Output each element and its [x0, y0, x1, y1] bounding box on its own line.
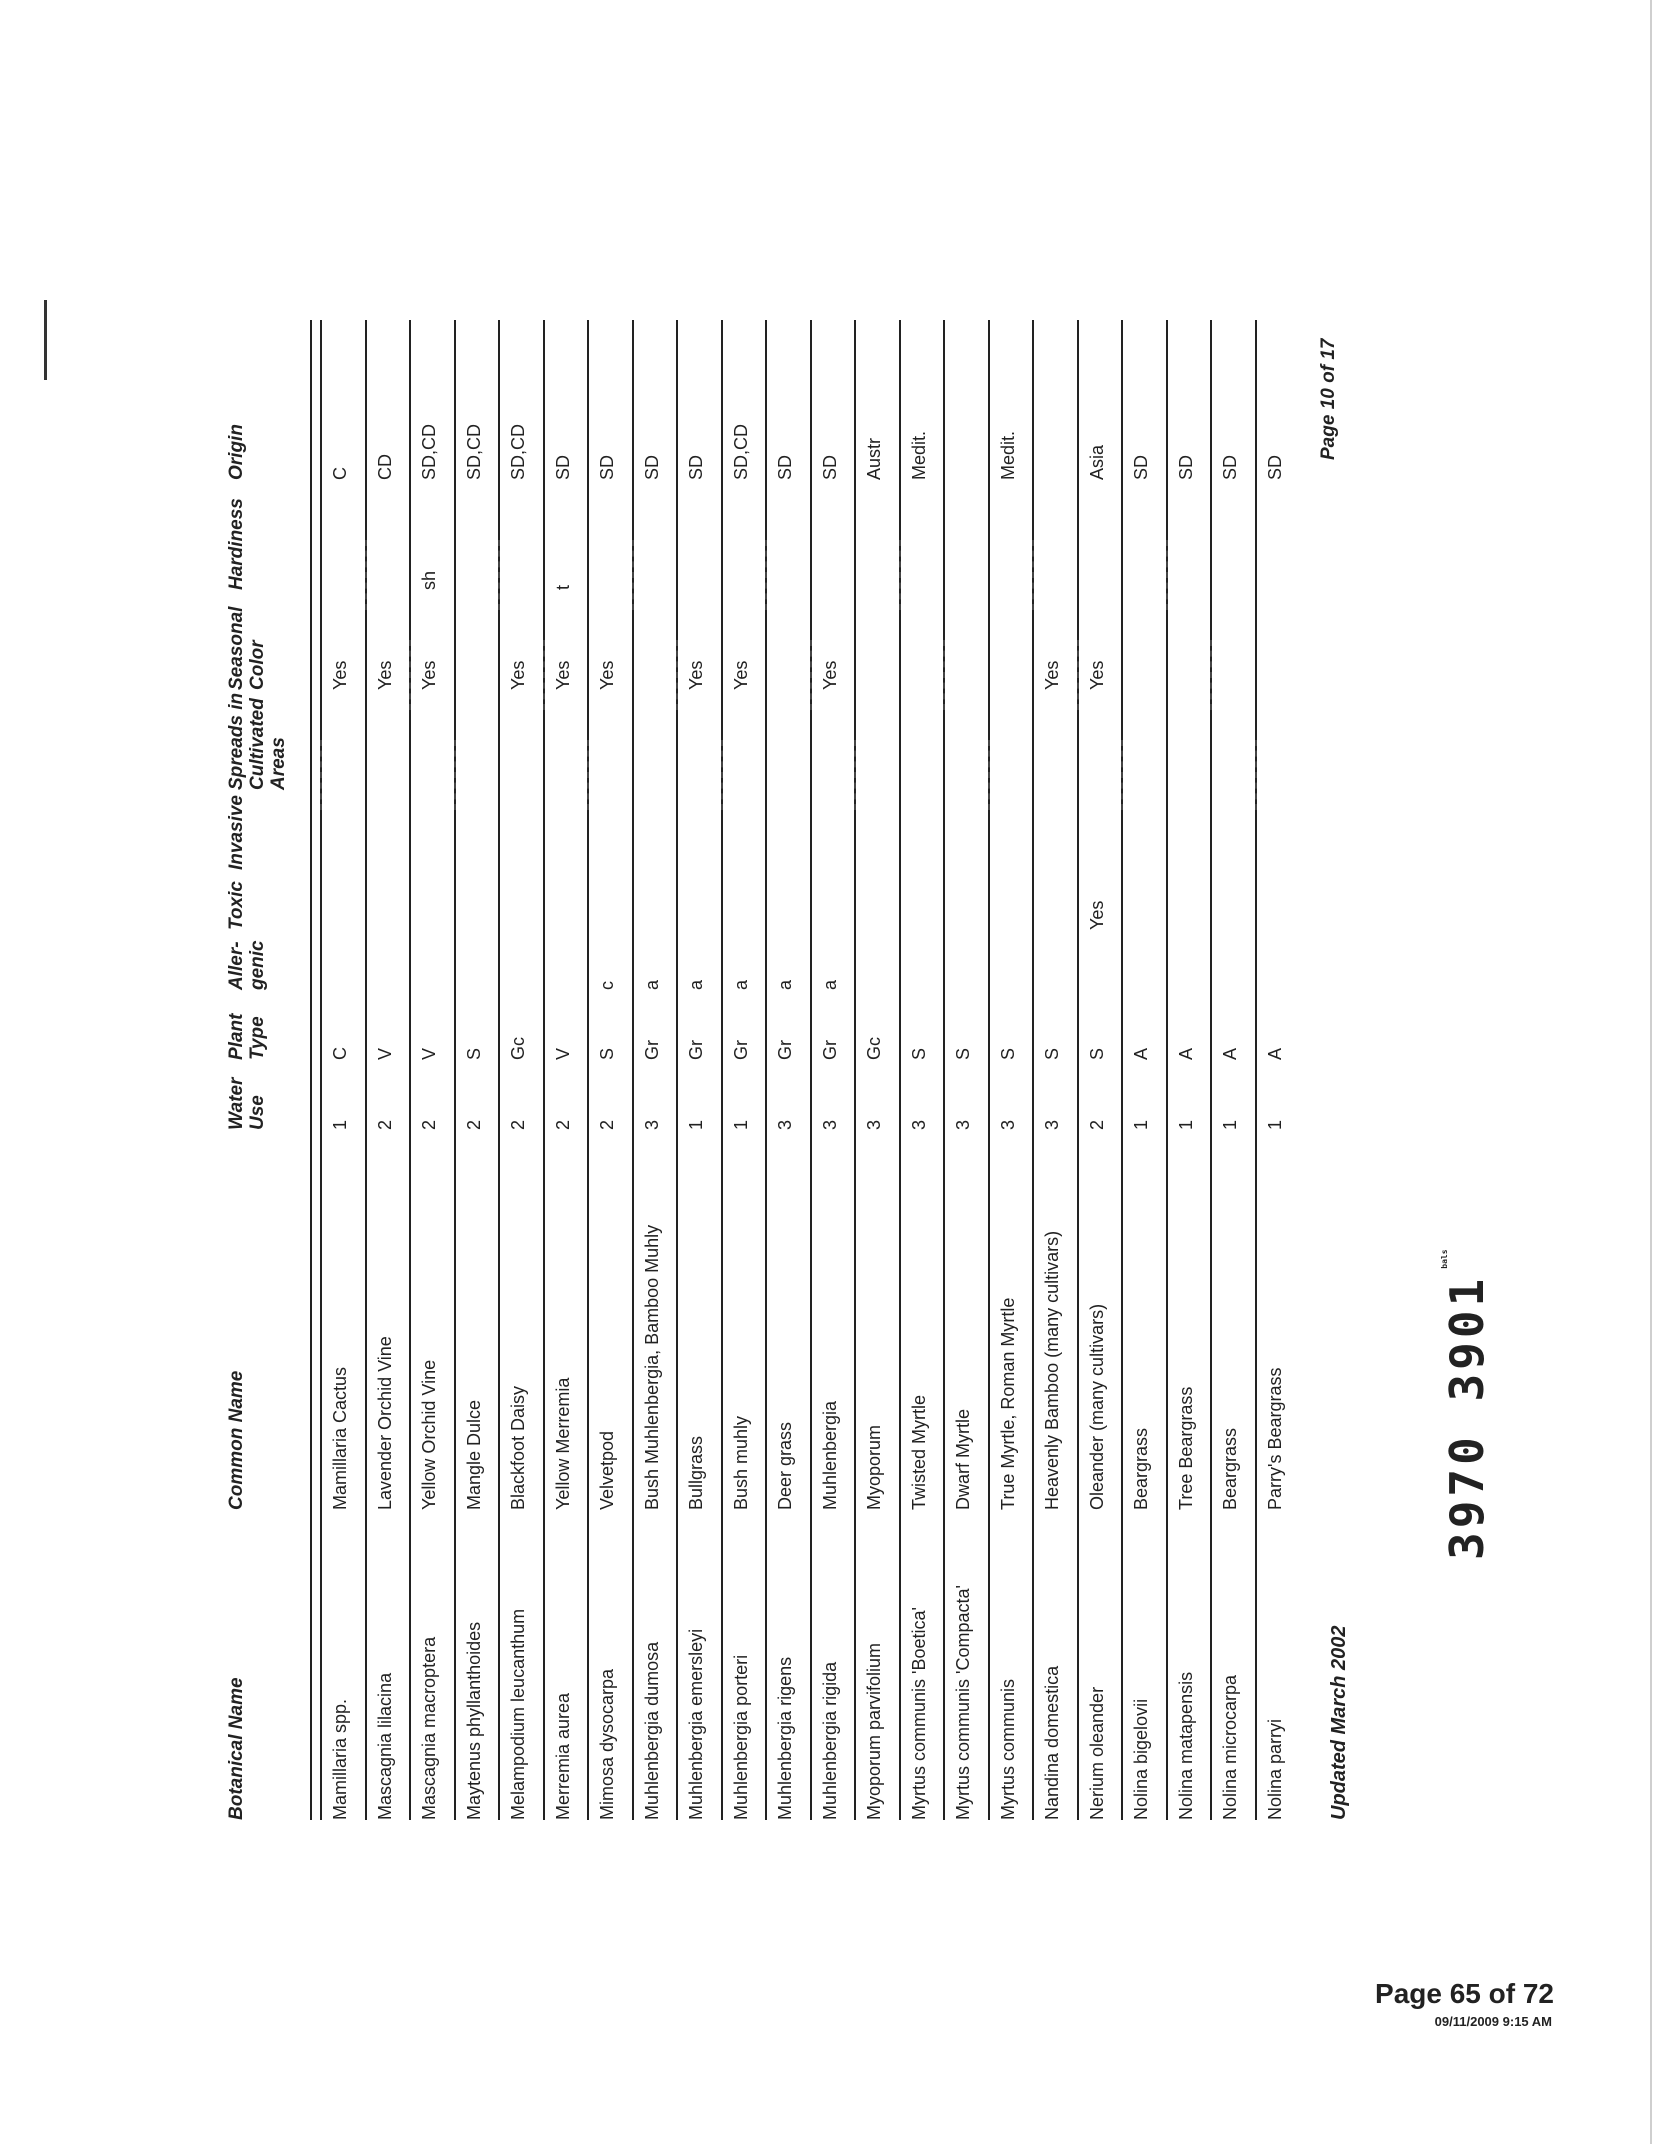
- cell-seasonal: Yes: [686, 660, 706, 690]
- cell-plant: S: [953, 1047, 973, 1060]
- table-row: [587, 320, 629, 1820]
- cell-origin: SD: [1264, 454, 1285, 480]
- cell-common: Deer grass: [775, 1421, 795, 1510]
- cell-allergenic: a: [641, 979, 662, 990]
- cell-origin: Medit.: [908, 430, 929, 480]
- cell-botanical: Nolina matapensis: [1175, 1671, 1196, 1820]
- cell-allergenic: c: [597, 981, 617, 990]
- cell-plant: C: [330, 1047, 350, 1060]
- cell-water: 1: [1175, 1119, 1196, 1130]
- cell-seasonal: Yes: [730, 660, 751, 690]
- cell-plant: A: [1175, 1047, 1196, 1060]
- header-invasive: Invasive: [226, 795, 247, 870]
- cell-origin: Medit.: [997, 430, 1018, 480]
- cell-allergenic: a: [775, 979, 795, 990]
- cell-seasonal: Yes: [552, 660, 573, 690]
- cell-botanical: Muhlenbergia porteri: [730, 1654, 751, 1820]
- cell-plant: A: [1131, 1047, 1151, 1060]
- dashed-separator: [365, 540, 367, 610]
- cell-plant: S: [908, 1047, 929, 1060]
- cell-water: 2: [597, 1119, 617, 1130]
- document-stamp: [1440, 1249, 1494, 1560]
- cell-botanical: Mimosa dysocarpa: [597, 1668, 617, 1820]
- cell-water: 1: [686, 1119, 706, 1130]
- cell-common: Parry's Beargrass: [1264, 1367, 1285, 1510]
- dashed-separator: [676, 640, 678, 710]
- table-row: [899, 320, 941, 1820]
- cell-plant: S: [597, 1047, 617, 1060]
- cell-common: Yellow Merremia: [552, 1377, 573, 1510]
- cell-water: 2: [374, 1119, 395, 1130]
- updated-note: Updated March 2002: [1328, 1625, 1350, 1820]
- cell-common: Lavender Orchid Vine: [374, 1336, 395, 1510]
- cell-origin: SD: [1175, 454, 1196, 480]
- header-water: Water Use: [226, 1077, 268, 1130]
- cell-origin: Austr: [864, 437, 884, 480]
- cell-common: Tree Beargrass: [1175, 1386, 1196, 1510]
- cell-origin: SD,CD: [419, 423, 439, 480]
- cell-water: 1: [1220, 1119, 1240, 1130]
- cell-seasonal: Yes: [1042, 660, 1062, 690]
- dashed-separator: [454, 740, 456, 810]
- table-row: [632, 320, 674, 1820]
- cell-water: 2: [419, 1119, 439, 1130]
- scan-edge-line: [1650, 0, 1652, 2144]
- cell-water: 3: [775, 1119, 795, 1130]
- cell-water: 3: [953, 1119, 973, 1130]
- cell-common: Bush muhly: [730, 1415, 751, 1510]
- cell-seasonal: Yes: [1086, 660, 1107, 690]
- cell-seasonal: Yes: [330, 660, 350, 690]
- cell-seasonal: Yes: [374, 660, 395, 690]
- cell-plant: S: [463, 1047, 484, 1060]
- cell-plant: A: [1264, 1047, 1285, 1060]
- cell-water: 3: [908, 1119, 929, 1130]
- cell-origin: C: [330, 467, 350, 480]
- table-page-of: Page 10 of 17: [1318, 338, 1339, 460]
- cell-botanical: Muhlenbergia rigens: [775, 1656, 795, 1820]
- cell-common: Mangle Dulce: [463, 1399, 484, 1510]
- table-row: [988, 320, 1030, 1820]
- cell-origin: SD: [686, 454, 706, 480]
- cell-plant: V: [552, 1047, 573, 1060]
- table-row: [810, 320, 852, 1820]
- header-seasonal: Seasonal Color: [226, 606, 268, 690]
- cell-common: Yellow Orchid Vine: [419, 1359, 439, 1510]
- cell-common: Beargrass: [1220, 1427, 1240, 1510]
- page-number: Page 65 of 72: [1375, 1978, 1554, 2009]
- cell-plant: S: [997, 1047, 1018, 1060]
- cell-water: 3: [641, 1119, 662, 1130]
- cell-origin: SD,CD: [730, 423, 751, 480]
- cell-botanical: Myrtus communis 'Boetica': [908, 1607, 929, 1820]
- table-header-row: [220, 320, 312, 1820]
- dashed-separator: [988, 740, 990, 810]
- dashed-separator: [721, 740, 723, 810]
- rotated-plant-table: [220, 320, 1360, 1820]
- table-row: [543, 320, 585, 1820]
- cell-botanical: Nolina parryi: [1264, 1718, 1285, 1820]
- cell-plant: A: [1220, 1047, 1240, 1060]
- cell-plant: Gr: [686, 1040, 706, 1060]
- cell-water: 2: [508, 1119, 528, 1130]
- cell-botanical: Nerium oleander: [1086, 1686, 1107, 1820]
- cell-common: Velvetpod: [597, 1430, 617, 1510]
- cell-common: Beargrass: [1131, 1427, 1151, 1510]
- table-row: [854, 320, 896, 1820]
- cell-origin: SD,CD: [508, 423, 528, 480]
- cell-plant: Gr: [819, 1040, 840, 1060]
- cell-common: Myoporum: [864, 1424, 884, 1510]
- header-spreads: Spreads in Cultivated Areas: [226, 692, 289, 790]
- dashed-separator: [587, 740, 589, 810]
- dashed-separator: [1077, 640, 1079, 710]
- cell-plant: Gc: [864, 1036, 884, 1060]
- cell-botanical: Myoporum parvifolium: [864, 1642, 884, 1820]
- cell-origin: SD: [1220, 454, 1240, 480]
- dashed-separator: [943, 640, 945, 710]
- cell-hardiness: t: [552, 584, 573, 590]
- cell-botanical: Nolina bigelovii: [1131, 1698, 1151, 1820]
- table-row: [1166, 320, 1208, 1820]
- header-allergenic: Aller-genic: [226, 940, 268, 990]
- dashed-separator: [810, 640, 812, 710]
- cell-botanical: Merremia aurea: [552, 1692, 573, 1820]
- cell-common: Bush Muhlenbergia, Bamboo Muhly: [641, 1224, 662, 1510]
- cell-allergenic: a: [730, 979, 751, 990]
- cell-plant: S: [1042, 1047, 1062, 1060]
- cell-seasonal: Yes: [419, 660, 439, 690]
- cell-common: Mamillaria Cactus: [330, 1366, 350, 1510]
- cell-water: 2: [552, 1119, 573, 1130]
- table-row: [1032, 320, 1074, 1820]
- cell-origin: SD,CD: [463, 423, 484, 480]
- cell-botanical: Mascagnia macroptera: [419, 1636, 439, 1820]
- header-toxic: Toxic: [226, 881, 247, 930]
- cell-botanical: Nolina microcarpa: [1220, 1674, 1240, 1820]
- cell-seasonal: Yes: [508, 660, 528, 690]
- dashed-separator: [1255, 740, 1257, 810]
- cell-allergenic: a: [819, 979, 840, 990]
- cell-water: 1: [330, 1119, 350, 1130]
- cell-water: 1: [1131, 1119, 1151, 1130]
- cell-water: 2: [1086, 1119, 1107, 1130]
- cell-seasonal: Yes: [819, 660, 840, 690]
- table-row: [765, 320, 807, 1820]
- scan-mark: [44, 300, 47, 380]
- dashed-separator: [854, 740, 856, 810]
- cell-water: 1: [1264, 1119, 1285, 1130]
- cell-origin: SD: [1131, 454, 1151, 480]
- table-row: [1121, 320, 1163, 1820]
- cell-botanical: Mascagnia lilacina: [374, 1672, 395, 1820]
- cell-origin: SD: [552, 454, 573, 480]
- cell-origin: Asia: [1086, 444, 1107, 480]
- cell-origin: SD: [819, 454, 840, 480]
- stamp-small-text: bals: [1440, 1249, 1449, 1269]
- dashed-separator: [1032, 540, 1034, 610]
- header-common: Common Name: [226, 1370, 247, 1510]
- cell-water: 1: [730, 1119, 751, 1130]
- table-row: [1077, 320, 1119, 1820]
- cell-botanical: Nandina domestica: [1042, 1665, 1062, 1820]
- dashed-separator: [632, 540, 634, 610]
- cell-toxic: Yes: [1086, 900, 1107, 930]
- cell-origin: SD: [775, 454, 795, 480]
- cell-common: Heavenly Bamboo (many cultivars): [1042, 1230, 1062, 1510]
- table-row: [498, 320, 540, 1820]
- cell-water: 3: [864, 1119, 884, 1130]
- header-botanical: Botanical Name: [226, 1677, 247, 1820]
- cell-botanical: Myrtus communis 'Compacta': [953, 1585, 973, 1820]
- dashed-separator: [765, 540, 767, 610]
- cell-water: 2: [463, 1119, 484, 1130]
- cell-plant: V: [374, 1047, 395, 1060]
- header-hardiness: Hardiness: [226, 498, 247, 590]
- cell-origin: SD: [641, 454, 662, 480]
- cell-plant: Gr: [730, 1040, 751, 1060]
- dashed-separator: [320, 740, 322, 810]
- plant-table: [220, 320, 1360, 1820]
- cell-origin: CD: [374, 454, 395, 480]
- cell-common: Twisted Myrtle: [908, 1394, 929, 1510]
- cell-botanical: Myrtus communis: [997, 1678, 1018, 1820]
- dashed-separator: [899, 540, 901, 610]
- table-row: [320, 320, 362, 1820]
- cell-common: Dwarf Myrtle: [953, 1408, 973, 1510]
- cell-seasonal: Yes: [597, 660, 617, 690]
- print-timestamp: 09/11/2009 9:15 AM: [1434, 2014, 1552, 2029]
- cell-common: True Myrtle, Roman Myrtle: [997, 1297, 1018, 1510]
- dashed-separator: [1210, 640, 1212, 710]
- stamp-number: 3970 3901: [1440, 1274, 1494, 1560]
- cell-botanical: Mamillaria spp.: [330, 1698, 350, 1820]
- cell-hardiness: sh: [419, 570, 439, 590]
- cell-common: Bullgrass: [686, 1435, 706, 1510]
- table-row: [454, 320, 496, 1820]
- table-row: [1210, 320, 1252, 1820]
- dashed-separator: [498, 540, 500, 610]
- table-row: [721, 320, 763, 1820]
- table-row: [409, 320, 451, 1820]
- table-row: [943, 320, 985, 1820]
- cell-botanical: Muhlenbergia rigida: [819, 1661, 840, 1820]
- cell-plant: Gc: [508, 1036, 528, 1060]
- cell-water: 3: [997, 1119, 1018, 1130]
- cell-water: 3: [819, 1119, 840, 1130]
- cell-water: 3: [1042, 1119, 1062, 1130]
- cell-common: Blackfoot Daisy: [508, 1385, 528, 1510]
- dashed-separator: [409, 640, 411, 710]
- cell-plant: V: [419, 1047, 439, 1060]
- table-row: [365, 320, 407, 1820]
- cell-botanical: Muhlenbergia emersleyi: [686, 1628, 706, 1820]
- cell-origin: SD: [597, 454, 617, 480]
- cell-allergenic: a: [686, 979, 706, 990]
- cell-botanical: Melampodium leucanthum: [508, 1608, 528, 1820]
- header-origin: Origin: [226, 424, 247, 480]
- cell-plant: S: [1086, 1047, 1107, 1060]
- cell-plant: Gr: [641, 1040, 662, 1060]
- cell-botanical: Muhlenbergia dumosa: [641, 1641, 662, 1820]
- table-row: [1255, 320, 1297, 1820]
- table-row: [676, 320, 718, 1820]
- header-plant: Plant Type: [226, 1013, 268, 1060]
- dashed-separator: [1121, 740, 1123, 810]
- cell-plant: Gr: [775, 1040, 795, 1060]
- cell-common: Oleander (many cultivars): [1086, 1303, 1107, 1510]
- cell-botanical: Maytenus phyllanthoides: [463, 1621, 484, 1820]
- cell-common: Muhlenbergia: [819, 1400, 840, 1510]
- dashed-separator: [543, 640, 545, 710]
- dashed-separator: [1166, 540, 1168, 610]
